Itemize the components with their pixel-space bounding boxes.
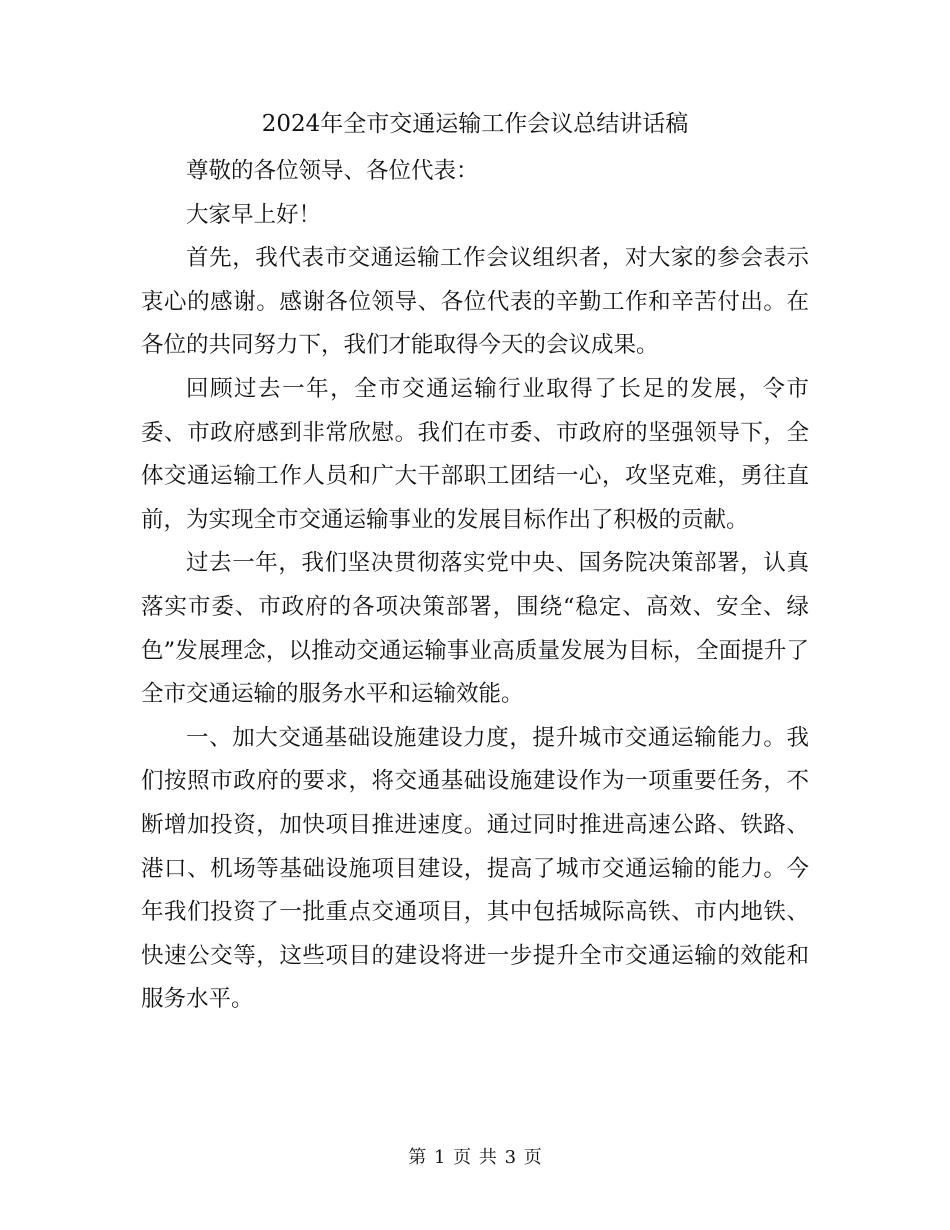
page-number-footer: 第 1 页 共 3 页 (408, 1147, 542, 1168)
review-paragraph: 回顾过去一年，全市交通运输行业取得了长足的发展，令市委、市政府感到非常欣慰。我们在市委、市政府的坚强领导下，全体交通运输工作人员和广大干部职工团结一心，攻坚克难，勇往直前，为实现全市交通运输事业的发展目标作出了积极的贡献。 (141, 375, 809, 533)
infrastructure-paragraph: 一、加大交通基础设施建设力度，提升城市交通运输能力。我们按照市政府的要求，将交通基础设施建设作为一项重要任务，不断增加投资，加快项目推进速度。通过同时推进高速公路、铁路、港口、机场等基础设施项目建设，提高了城市交通运输的能力。今年我们投资了一批重点交通项目，其中包括城际高铁、市内地铁、快速公交等，这些项目的建设将进一步提升全市交通运输的效能和服务水平。 (141, 724, 809, 1013)
policy-paragraph: 过去一年，我们坚决贯彻落实党中央、国务院决策部署，认真落实市委、市政府的各项决策部署，围绕“稳定、高效、安全、绿色”发展理念，以推动交通运输事业高质量发展为目标，全面提升了全市交通运输的服务水平和运输效能。 (141, 550, 809, 708)
document-body (141, 150, 809, 1022)
salutation-paragraph: 尊敬的各位领导、各位代表： (186, 158, 479, 184)
document-title: 2024年全市交通运输工作会议总结讲话稿 (261, 111, 689, 137)
greeting-paragraph: 大家早上好！ (186, 201, 322, 228)
thanks-paragraph: 首先，我代表市交通运输工作会议组织者，对大家的参会表示衷心的感谢。感谢各位领导、各位代表的辛勤工作和辛苦付出。在各位的共同努力下，我们才能取得今天的会议成果。 (141, 245, 809, 359)
